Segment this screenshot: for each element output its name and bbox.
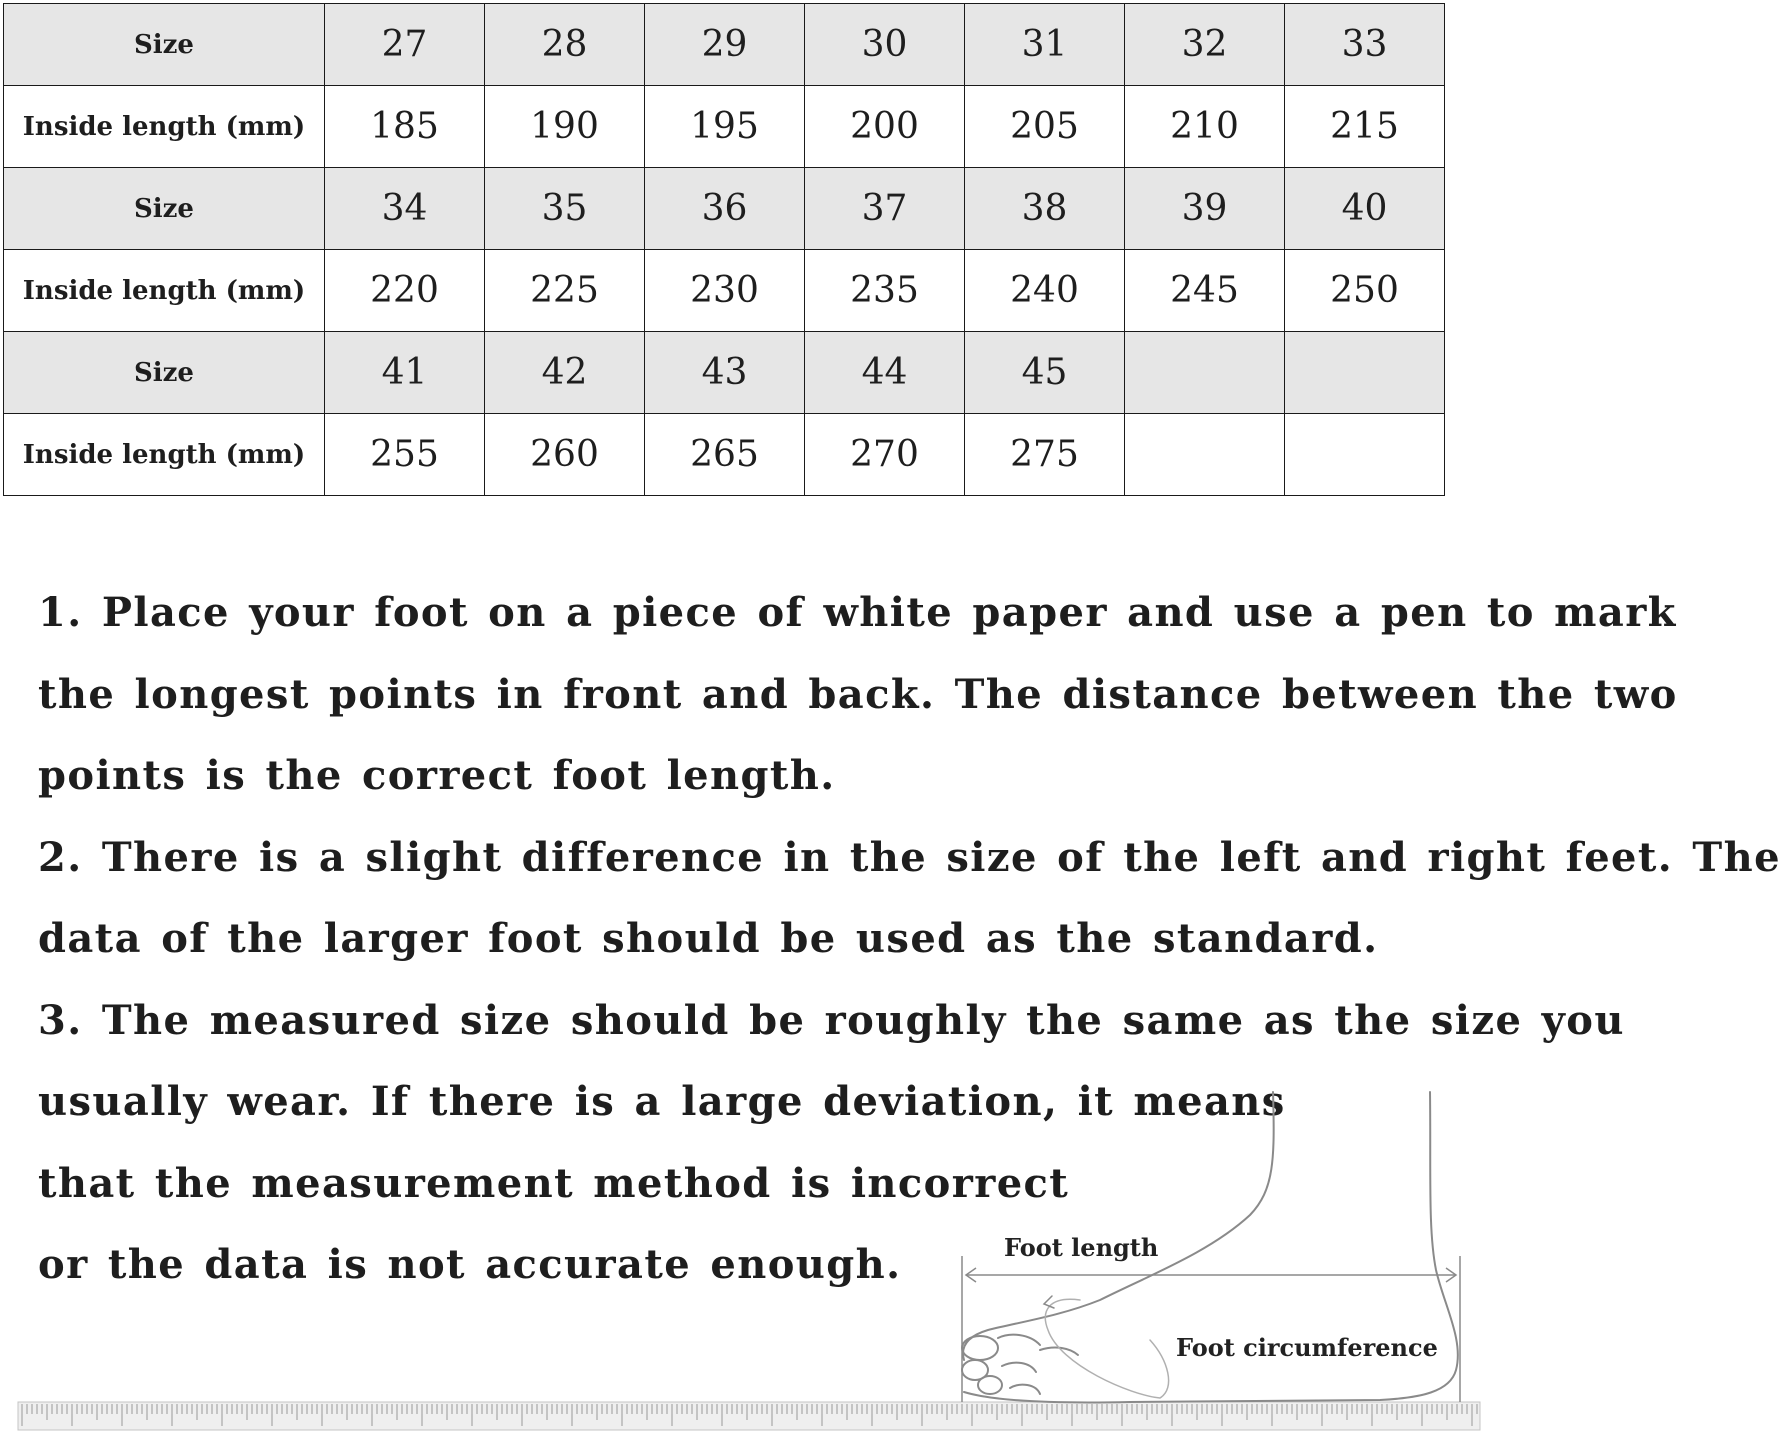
- size-row: [4, 168, 1445, 250]
- ruler-icon: [18, 1402, 1480, 1430]
- size-cell: 38: [965, 168, 1125, 250]
- instruction-line: that the measurement method is incorrect: [38, 1159, 1070, 1207]
- size-cell: 43: [645, 332, 805, 414]
- size-chart-table: [3, 3, 1445, 496]
- size-row-label: Size: [4, 332, 325, 414]
- size-row: [4, 4, 1445, 86]
- inside-length-cell: 245: [1125, 250, 1285, 332]
- inside-length-row: [4, 414, 1445, 496]
- inside-length-cell: 250: [1285, 250, 1445, 332]
- size-row-label: Size: [4, 4, 325, 86]
- inside-length-cell: 225: [485, 250, 645, 332]
- inside-length-cell: 270: [805, 414, 965, 496]
- empty-length-cell: [1285, 414, 1445, 496]
- size-cell: 35: [485, 168, 645, 250]
- instruction-line: data of the larger foot should be used as the standard.: [38, 915, 1379, 962]
- size-row: [4, 332, 1445, 414]
- size-cell: 41: [325, 332, 485, 414]
- inside-length-row-label: Inside length (mm): [4, 414, 325, 496]
- size-cell: 27: [325, 4, 485, 86]
- empty-size-cell: [1285, 332, 1445, 414]
- inside-length-cell: 230: [645, 250, 805, 332]
- size-cell: 29: [645, 4, 805, 86]
- inside-length-row: [4, 250, 1445, 332]
- inside-length-cell: 185: [325, 86, 485, 168]
- instruction-line: or the data is not accurate enough.: [38, 1241, 902, 1288]
- inside-length-cell: 205: [965, 86, 1125, 168]
- size-cell: 31: [965, 4, 1125, 86]
- inside-length-cell: 240: [965, 250, 1125, 332]
- foot-length-arrow-icon: [962, 1256, 1460, 1402]
- size-cell: 32: [1125, 4, 1285, 86]
- instruction-line: 3. The measured size should be roughly the same as the size you: [38, 996, 1625, 1044]
- size-cell: 30: [805, 4, 965, 86]
- size-cell: 33: [1285, 4, 1445, 86]
- inside-length-cell: 275: [965, 414, 1125, 496]
- size-cell: 40: [1285, 168, 1445, 250]
- instruction-line: usually wear. If there is a large deviation, it means: [38, 1078, 1286, 1125]
- inside-length-cell: 200: [805, 86, 965, 168]
- empty-length-cell: [1125, 414, 1285, 496]
- instruction-line: points is the correct foot length.: [38, 752, 836, 799]
- inside-length-cell: 255: [325, 414, 485, 496]
- size-row-label: Size: [4, 168, 325, 250]
- inside-length-row-label: Inside length (mm): [4, 86, 325, 168]
- size-cell: 39: [1125, 168, 1285, 250]
- empty-size-cell: [1125, 332, 1285, 414]
- size-cell: 42: [485, 332, 645, 414]
- foot-measurement-diagram: [0, 1080, 1500, 1437]
- inside-length-row: [4, 86, 1445, 168]
- size-cell: 36: [645, 168, 805, 250]
- size-cell: 28: [485, 4, 645, 86]
- inside-length-cell: 195: [645, 86, 805, 168]
- instruction-line: 2. There is a slight difference in the size of the left and right feet. The: [38, 833, 1781, 881]
- instruction-line: 1. Place your foot on a piece of white paper and use a pen to mark: [38, 589, 1677, 636]
- size-cell: 44: [805, 332, 965, 414]
- inside-length-cell: 210: [1125, 86, 1285, 168]
- size-cell: 45: [965, 332, 1125, 414]
- inside-length-cell: 265: [645, 414, 805, 496]
- size-cell: 34: [325, 168, 485, 250]
- inside-length-cell: 215: [1285, 86, 1445, 168]
- instruction-line: the longest points in front and back. The distance between the two: [38, 670, 1678, 718]
- inside-length-cell: 220: [325, 250, 485, 332]
- foot-length-label: Foot length: [1004, 1233, 1159, 1262]
- inside-length-cell: 190: [485, 86, 645, 168]
- foot-circumference-label: Foot circumference: [1176, 1333, 1438, 1362]
- size-cell: 37: [805, 168, 965, 250]
- inside-length-cell: 260: [485, 414, 645, 496]
- inside-length-cell: 235: [805, 250, 965, 332]
- inside-length-row-label: Inside length (mm): [4, 250, 325, 332]
